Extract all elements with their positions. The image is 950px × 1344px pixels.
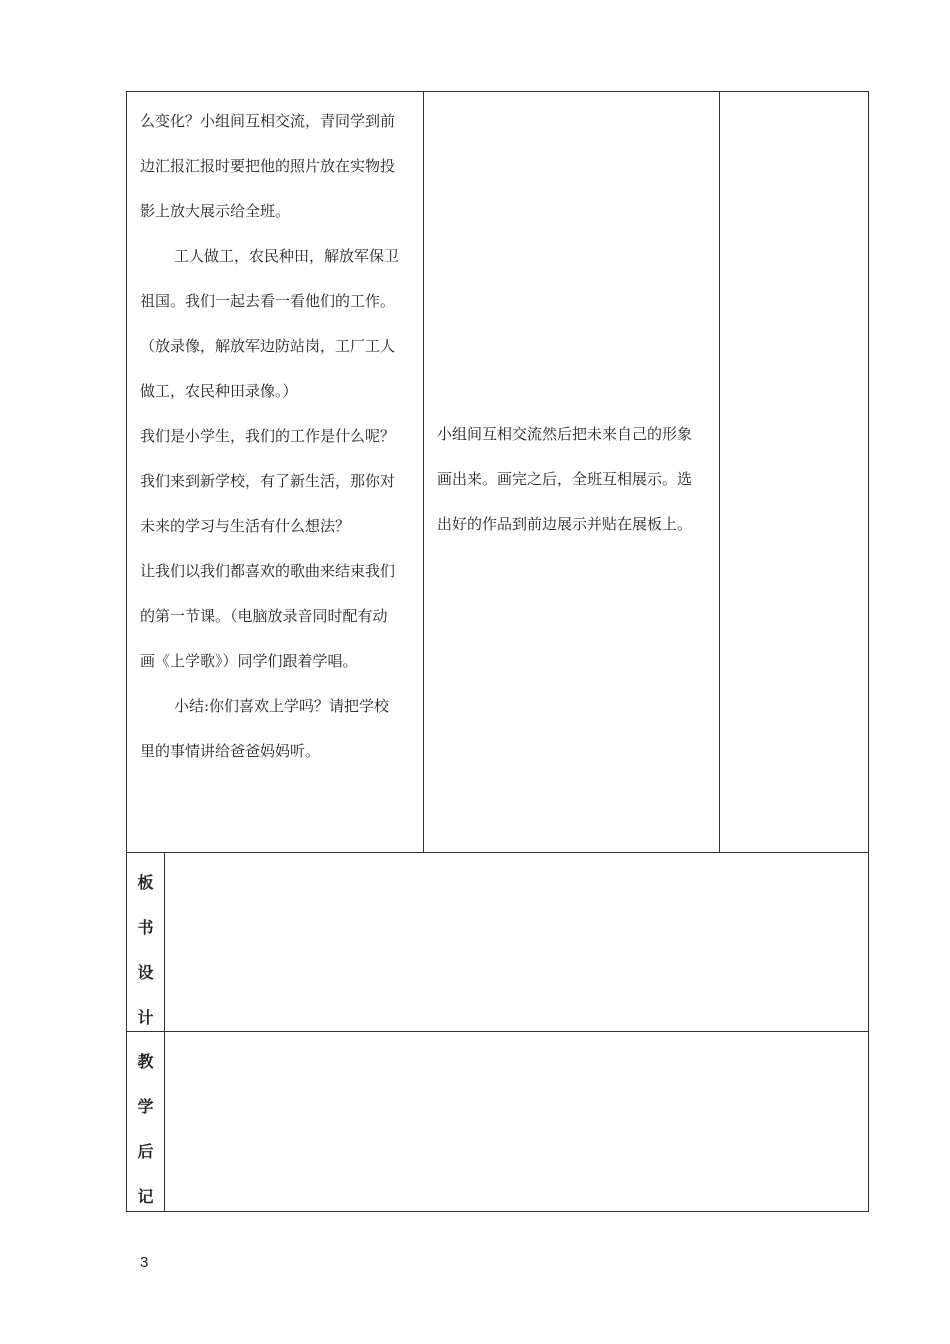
text-line: （放录像，解放军边防站岗，工厂工人 (140, 337, 396, 355)
label-char: 书 (137, 918, 154, 937)
column-divider-1 (423, 91, 424, 853)
text-line: 做工，农民种田录像。） (140, 382, 298, 400)
text-line: 祖国。我们一起去看一看他们的工作。 (140, 292, 396, 310)
table-border-right (868, 91, 869, 1212)
student-activity-text (437, 412, 692, 547)
label-char: 教 (137, 1052, 154, 1071)
row-divider-board (126, 852, 869, 853)
label-char: 板 (137, 873, 154, 892)
text-line: 未来的学习与生活有什么想法？ (140, 517, 351, 535)
text-line: 小组间互相交流然后把未来自己的形象 (437, 425, 693, 443)
label-char: 计 (137, 1008, 154, 1027)
label-char: 设 (137, 963, 154, 982)
text-line: 出好的作品到前边展示并贴在展板上。 (437, 515, 693, 533)
label-column-divider (164, 852, 165, 1212)
text-line: 影上放大展示给全班。 (140, 202, 291, 220)
page-number: 3 (140, 1254, 149, 1271)
table-border-bottom (126, 1211, 869, 1212)
text-line: 工人做工，农民种田，解放军保卫 (174, 247, 400, 265)
board-design-label (127, 860, 164, 1040)
column-divider-2 (719, 91, 720, 853)
text-line: 小结:你们喜欢上学吗？请把学校 (174, 697, 390, 715)
text-line: 我们来到新学校，有了新生活，那你对 (140, 472, 396, 490)
text-line: 画出来。画完之后，全班互相展示。选 (437, 470, 693, 488)
label-char: 学 (137, 1097, 154, 1116)
text-line: 边汇报汇报时要把他的照片放在实物投 (140, 157, 396, 175)
text-line: 里的事情讲给爸爸妈妈听。 (140, 742, 321, 760)
text-line: 让我们以我们都喜欢的歌曲来结束我们 (140, 562, 396, 580)
teaching-process-text (140, 99, 399, 774)
label-char: 后 (137, 1142, 154, 1161)
label-char: 记 (137, 1187, 154, 1206)
text-line: 的第一节课。（电脑放录音同时配有动 (140, 607, 388, 625)
table-border-top (126, 91, 869, 92)
teaching-notes-label (127, 1039, 164, 1219)
text-line: 么变化？小组间互相交流，青同学到前 (140, 112, 396, 130)
row-divider-notes (126, 1031, 869, 1032)
text-line: 我们是小学生，我们的工作是什么呢？ (140, 427, 396, 445)
text-line: 画《上学歌》）同学们跟着学唱。 (140, 652, 358, 670)
